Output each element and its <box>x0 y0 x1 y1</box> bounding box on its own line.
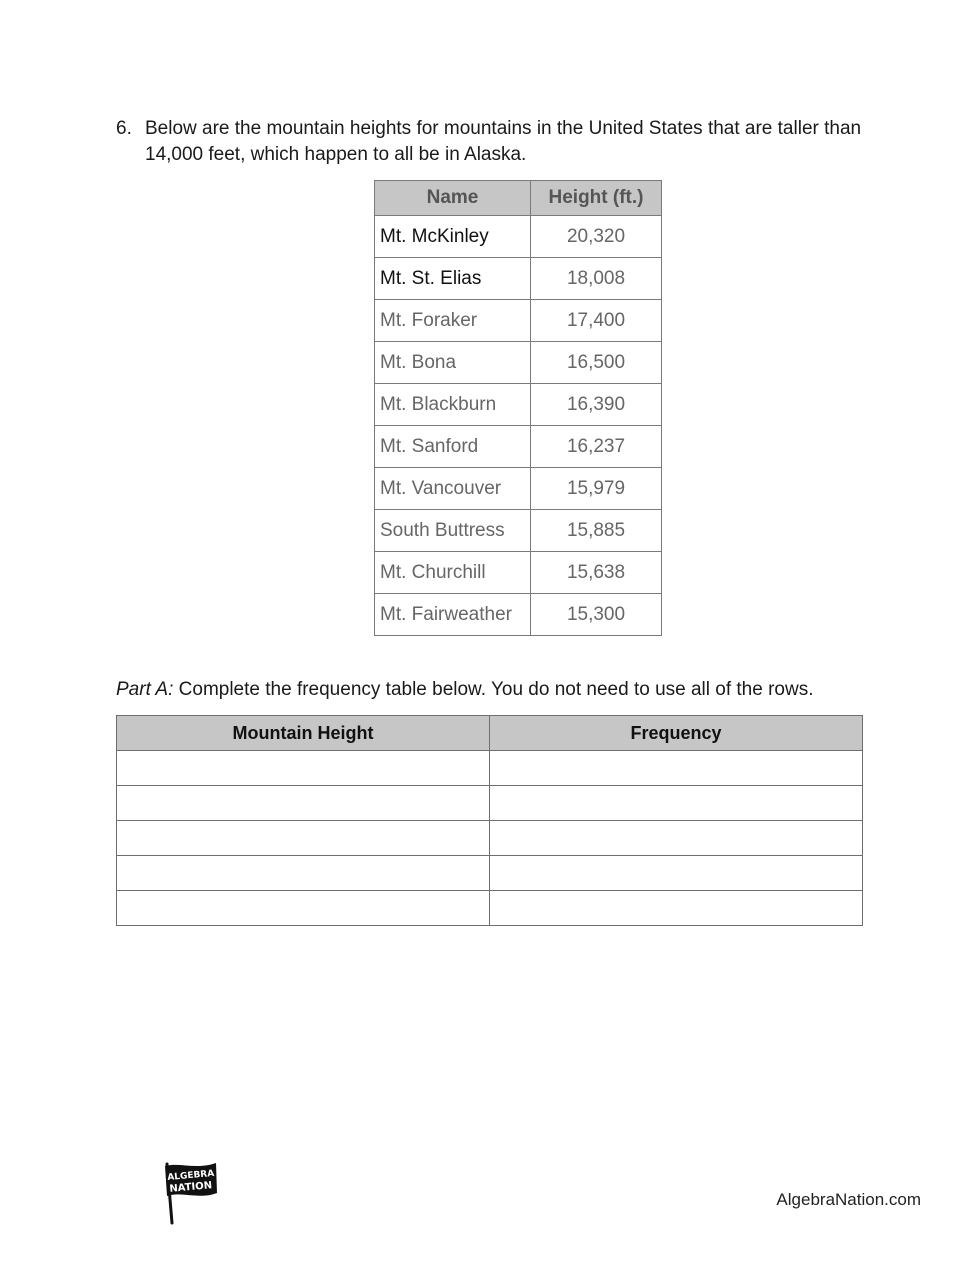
frequency-table-header <box>117 716 863 751</box>
mountain-height: 18,008 <box>531 258 662 300</box>
mountain-name: Mt. Foraker <box>375 300 531 342</box>
mountain-height: 16,390 <box>531 384 662 426</box>
table-row <box>117 856 863 891</box>
table-row <box>375 216 662 258</box>
part-a-instructions <box>116 678 813 702</box>
frequency-cell[interactable] <box>490 751 863 786</box>
mountain-heights-table <box>374 180 662 636</box>
footer-website: AlgebraNation.com <box>776 1190 921 1209</box>
mountain-height-cell[interactable] <box>117 821 490 856</box>
header-height: Height (ft.) <box>531 181 662 216</box>
mountain-height: 20,320 <box>531 216 662 258</box>
mountain-height-cell[interactable] <box>117 856 490 891</box>
part-a-text: Complete the frequency table below. You do not need to use all of the rows. <box>173 679 814 700</box>
mountain-height: 15,300 <box>531 594 662 636</box>
table-row <box>375 510 662 552</box>
table-row <box>375 468 662 510</box>
table-row <box>117 891 863 926</box>
mountain-height: 16,237 <box>531 426 662 468</box>
frequency-cell[interactable] <box>490 821 863 856</box>
mountain-height-cell[interactable] <box>117 891 490 926</box>
frequency-cell[interactable] <box>490 856 863 891</box>
header-mountain-height: Mountain Height <box>117 716 490 751</box>
part-a-label: Part A: <box>116 679 174 700</box>
table-row <box>375 594 662 636</box>
mountain-name: Mt. Churchill <box>375 552 531 594</box>
mountain-name: Mt. Blackburn <box>375 384 531 426</box>
table-row <box>375 258 662 300</box>
mountain-name: Mt. Fairweather <box>375 594 531 636</box>
mountain-height: 15,979 <box>531 468 662 510</box>
table-row <box>375 384 662 426</box>
mountain-height: 15,638 <box>531 552 662 594</box>
mountain-name: Mt. Vancouver <box>375 468 531 510</box>
frequency-table <box>116 715 863 926</box>
mountain-name: Mt. Bona <box>375 342 531 384</box>
mountain-height: 15,885 <box>531 510 662 552</box>
question-text: Below are the mountain heights for mountains in the United States that are taller than 14,000 feet, which happen to all be in Alaska. <box>145 118 862 165</box>
mountain-table-header <box>375 181 662 216</box>
mountain-height: 16,500 <box>531 342 662 384</box>
table-row <box>375 552 662 594</box>
header-frequency: Frequency <box>490 716 863 751</box>
logo-line-2: NATION <box>169 1180 213 1195</box>
algebra-nation-logo <box>160 1160 222 1226</box>
mountain-height-cell[interactable] <box>117 786 490 821</box>
table-row <box>375 342 662 384</box>
flag-icon <box>160 1160 222 1226</box>
header-name: Name <box>375 181 531 216</box>
frequency-cell[interactable] <box>490 786 863 821</box>
table-row <box>117 751 863 786</box>
table-row <box>375 300 662 342</box>
mountain-name: Mt. St. Elias <box>375 258 531 300</box>
frequency-cell[interactable] <box>490 891 863 926</box>
mountain-name: Mt. Sanford <box>375 426 531 468</box>
mountain-height: 17,400 <box>531 300 662 342</box>
mountain-name: South Buttress <box>375 510 531 552</box>
logo-line-1: ALGEBRA <box>166 1168 215 1184</box>
question-number: 6. <box>116 118 132 139</box>
table-row <box>117 821 863 856</box>
question-6 <box>116 116 916 168</box>
mountain-name: Mt. McKinley <box>375 216 531 258</box>
mountain-height-cell[interactable] <box>117 751 490 786</box>
table-row <box>117 786 863 821</box>
table-row <box>375 426 662 468</box>
